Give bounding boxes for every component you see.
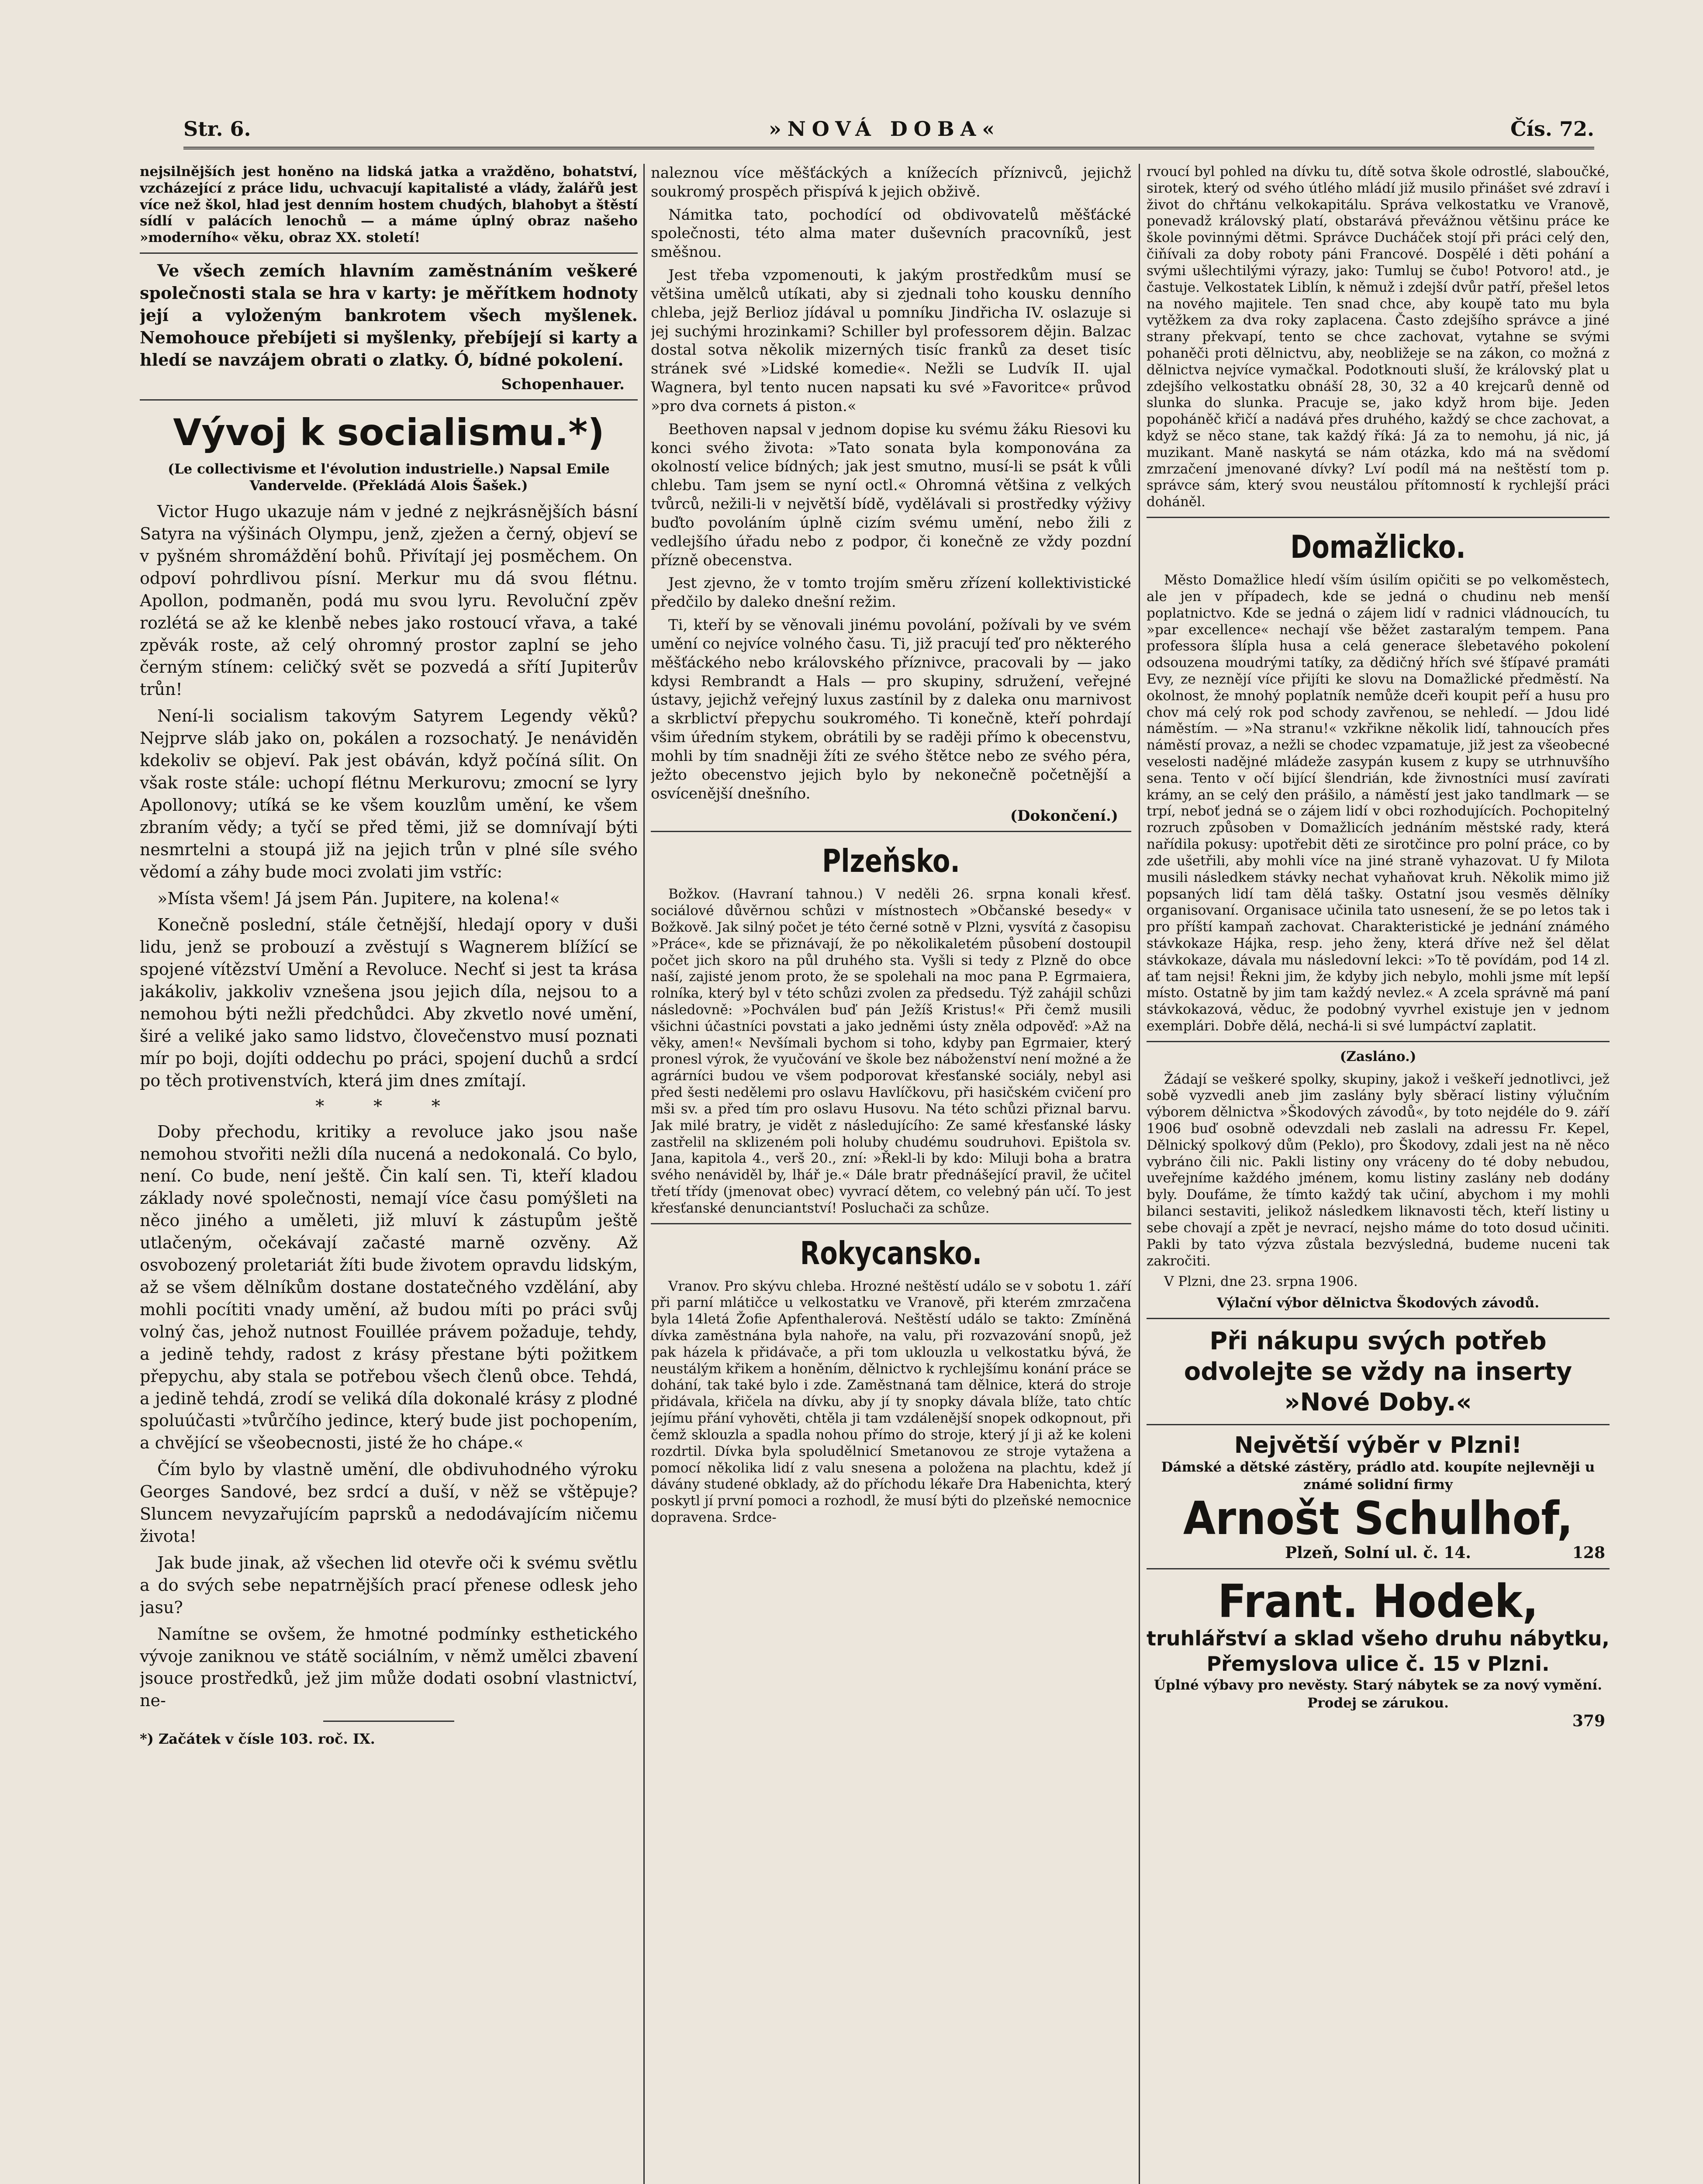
article-credit: (Le collectivisme et l'évolution industrielle.) Napsal Emile Vandervelde. (Překládá Alois Šašek.) <box>168 461 610 494</box>
advert-schulhof <box>1147 1432 1610 1562</box>
article-paragraph: Konečně poslední, stále četnější, hledají opory v duši lidu, jenž se probouzí a zvěstují s Wagnerem blížící se spojené vítězství Umění a Revoluce. Nechť si jest ta krása jakákoliv, jakkoliv vznešena jsou jejich díla, nejsou to a nemohou býti nežli předchůdci. Aby zkvetlo nové umění, širé a veliké jako samo lidstvo, človečenstvo musí poznati mír po boji, dojíti oddechu po práci, spojení duchů a srdcí po těch protivenstvích, která jim dnes zmítají. <box>140 915 638 1090</box>
newspaper-title: »NOVÁ DOBA« <box>769 117 1001 141</box>
advert-headline: Při nákupu svých potřeb odvolejte se vždy na inserty »Nové Doby.« <box>1184 1327 1572 1417</box>
section-rule <box>1147 1424 1610 1425</box>
article-paragraph: Čím bylo by vlastně umění, dle obdivuhodného výroku Georges Sandové, bez srdcí a duší, v něž se vštěpuje? Sluncem nevyzařujícím paprsků a nedodávajícím ničemu života! <box>140 1460 638 1546</box>
article-paragraph: Namítne se ovšem, že hmotné podmínky esthetického vývoje zaniknou ve státě sociálním, v němž umělci zbavení jsouce prostředků, jež jim může dodati osobní vlastnictví, ne- <box>140 1624 638 1711</box>
notice-date: V Plzni, dne 23. srpna 1906. <box>1164 1274 1358 1290</box>
advert-firm-name: Frant. Hodek, <box>1218 1574 1538 1628</box>
section-rule <box>1147 1318 1610 1319</box>
advert-firm-name: Arnošt Schulhof, <box>1183 1492 1573 1545</box>
advert-number: 128 <box>1572 1543 1605 1562</box>
news-text: rvoucí byl pohled na dívku tu, dítě sotva škole odrostlé, slaboučké, sirotek, který od svého útlého mládí již musilo přinášet své zdraví i život do chřtánu velkokapitálu. Správa velkostatku ve Vranově, ponevadž královský platí, obstarává převážnou většinu práce ke škole povinnými dětmi. Správce Ducháček stojí při práci celý den, čiňívali za doby roboty páni Francové. Dospělé i děti pohání a svými ušlechtilými výrazy, jako: Tumluj se čubo! Potvoro! atd., je častuje. Velkostatek Liblín, k němuž i zdejší dvůr patří, přešel letos na nového majitele. Ten snad chce, aby koupě tato mu byla vytěžkem za dva roky zaplacena. Často zdejšího správce a jiné strany překvapí, tento se chce zachovat, vytahne se svými pohaněči proti dělnictvu, aby, neobližeje se na zákon, co možná z dělnictva nejvíce vymačkal. Podotknouti sluší, že královský plat u zdejšího velkostatku obnáší 28, 30, 32 a 40 krejcarů denně od slunka do slunka. Pracuje se, jako když hrom bije. Jeden popoháněč křičí a nadává přes druhého, každý se chce zachovat, a když se něco stane, tak každý říká: Já za to nemohu, já nic, já muzikant. Maně naskytá se nám otázka, kdo má na svědomí zmrzačení jmenované dívky? Lví podíl má na neštěstí tom p. správce sám, který svou neustálou přítomností k rychlejší práci doháněl. <box>1147 164 1610 510</box>
footnote: *) Začátek v čísle 103. roč. IX. <box>140 1731 375 1748</box>
article-paragraph: »Místa všem! Já jsem Pán. Jupitere, na kolena!« <box>157 888 560 908</box>
news-text: Město Domažlice hledí vším úsilím opičiti se po velkoměstech, ale jen v případech, kde se jedná o chudinu neb menší poplatnictvo. Kde se jedná o zájem lidí v radnici vládnoucích, tu »par excellence« nechají vše běžet zastaralým tempem. Pana professora šlípla husa a celá generace šlebetavého pokolení odsouzena moudrými tatíky, za dědičný hřích své šťípavé pramáti Evy, ze neznějí více přijíti ke slovu na Domažlické předměstí. Na okolnost, že mnohý poplatník nemůže dceři koupit peří a husu pro chov má celý rok pod schody zavřenou, se nehledí. — Jdou lidé náměstím. — »Na stranu!« vzkřikne několik lidí, tahnoucích přes náměstí provaz, a nežli se chodec vzpamatuje, již jest za všeobecné veselosti nadějné mládeže zasypán kusem z kupy se utrhnuvšího sena. Tento v očí bijící šlendrián, kde živnostníci musí zavírati krámy, an se celý den prášilo, a náměstí jest jako tandlmark — se trpí, neboť jedná se o zájem lidí v obci rozhodujících. Pochopitelný rozruch způsoben v Domažlicích jednáním městské rady, která nařídila pokusy: upotřebit děti ze sirotčince pro polní práce, co by zde ušetřili, aby mohli více na jiné straně vyhazovat. U fy Milota musili následkem stávky nechat vyhaňovat kruh. Několik mimo již popsaných lidí tam dělá tašky. Ostatní jsou vesměs dělníky organisovaní. Organisace učinila tato usnesení, že se po letos tak i pro příští kampaň zachovat. Charakteristické je jednání známého stávkokaze Hájka, resp. jeho ženy, která dříve než šel dělat stávkokaze, dávala mu následovní lekci: »To tě povídám, pod 14 zl. ať tam nejsi! Řekni jim, že kdyby jich nebylo, mohli jsme mít lepší místo. Ostatně by jim tam každý nevlez.« A zcela správně má paní stávkokazová, věduc, že podobný vyvrhel existuje jen v jednom exemplári. Dobře dělá, nechá-li si své lumpáctví zaplatit. <box>1147 572 1610 1034</box>
section-title-rokycansko: Rokycansko. <box>800 1234 982 1272</box>
article-paragraph: Jest zjevno, že v tomto trojím směru zřízení kollektivistické předčilo by daleko dnešní režim. <box>651 574 1131 611</box>
continued-note: (Dokončení.) <box>1010 807 1118 825</box>
article-title: Vývoj k socialismu.*) <box>173 411 605 454</box>
quote-text: Ve všech zemích hlavním zaměstnáním veškeré společnosti stala se hra v karty: je měřítkem hodnoty její a vyloženým bankrotem všech myšlenek. Nemohouce přebíjeti si myšlenky, přebíjejí si karty a hledí se navzájem obrati o zlatky. Ó, bídné pokolení. <box>140 261 638 370</box>
article-paragraph: Námitka tato, pochodící od obdivovatelů měšťácké společnosti, této alma mater duševních pracovníků, jest směšnou. <box>651 206 1131 261</box>
advert-nova-doba <box>1147 1326 1610 1418</box>
notice-signature: Výlační výbor dělnictva Škodových závodů. <box>1216 1295 1540 1311</box>
section-rule <box>1147 517 1610 518</box>
notice-text: Žádají se veškeré spolky, skupiny, jakož i veškeří jednotlivci, jež sobě vyzvedli aneb jim zaslány byly sběrací listiny výlučním výborem dělnictva »Škodových závodů«, by toto nejdéle do 9. září 1906 buď osobně odevzdali neb zaslali na adressu Fr. Kepel, Dělnický spolkový dům (Peklo), pro Škodovy, zdali jest na ně něco vybráno čili nic. Pakli listiny ony vráceny do té doby nebudou, uveřejníme každého jménem, komu listiny zaslány neb dodány byly. Doufáme, že tímto každý tak učiní, abychom i my mohli bilanci sestaviti, jelikož následkem liknavosti těch, kteří listiny u sebe chovají a zpět je nevrací, nejsho máme do toto dosud učiniti. Pakli by tato výzva zůstala bezvýsledná, budeme nuceni tak zakročiti. <box>1147 1071 1610 1269</box>
article-paragraph: naleznou více měšťáckých a knížecích příznivců, jejichž soukromý prospěch přispívá k jejich obživě. <box>651 164 1131 200</box>
section-rule <box>140 252 638 254</box>
advert-address <box>1147 1544 1610 1562</box>
article-paragraph: Jak bude jinak, až všechen lid otevře oči k svému světlu a do svých sebe nepatrnějších prací přenese odlesk jeho jasu? <box>140 1553 638 1617</box>
section-rule <box>140 399 638 401</box>
advert-hodek <box>1147 1574 1610 1730</box>
article-paragraph: Doby přechodu, kritiky a revoluce jako jsou naše nemohou stvořiti nežli díla nucená a nedokonalá. Co bylo, není. Co bude, není ještě. Čin kalí sen. Ti, kteří kladou základy nové společnosti, nemají více času pomýšleti na něco jiného a uměleti, již mluví k zástupům ještě utlačeným, očekávají začasté marně ozvěny. Až osvobozený proletariát žíti bude životem opravdu lidským, až se všem dělníkům dostane dostatečného vzdělání, aby mohli pocítiti vnady umění, až budou míti po práci svůj volný čas, jehož nutnost Fouillée právem požaduje, tehdy, a jedině tehdy, radost z krásy přestane býti požitkem přepychu, aby stala se potřebou všech členů obce. Tehdá, a jedině tehdá, zrodí se veliká díla dokonalé krásy z plodné spoluúčasti »tvůrčího jedince, který bude jist pochopením, a chvějící se všeobecnosti, jisté že ho chápe.« <box>140 1122 638 1453</box>
issue-number: Čís. 72. <box>1510 117 1594 141</box>
advert-address-text: Plzeň, Solní ul. č. 14. <box>1285 1543 1471 1562</box>
column-divider <box>643 164 645 2184</box>
column-right <box>1147 164 1610 2184</box>
article-paragraph: Ti, kteří by se věnovali jinému povolání, požívali by ve svém umění co nejvíce volného času. Ti, již pracují teď pro některého měšťáckého nebo královského příznivce, pracovali by — jako kdysi Rembrandt a Hals — pro skupiny, sdružení, veřejné ústavy, jejichž veřejný luxus zastínil by z daleka onu marnivost a skrblictví přepychu soukromého. Ti konečně, kteří pohrdají všim úředním stykem, obrátili by se raději přímo k obecenstvu, mohli by tím snadněji žíti ze svého štětce nebo ze svého péra, ježto obecenstvo jejich bylo by nekonečně početnější a osvícenější dnešního. <box>651 616 1131 802</box>
column-left <box>140 164 638 2184</box>
advert-note: Úplné výbavy pro nevěsty. Starý nábytek se za nový vymění. Prodej se zárukou. <box>1154 1677 1603 1711</box>
advert-text: truhlářství a sklad všeho druhu nábytku, Přemyslova ulice č. 15 v Plzni. <box>1147 1627 1610 1676</box>
article-paragraph: Jest třeba vzpomenouti, k jakým prostředkům musí se většina umělců utíkati, aby si zjednali toho kousku denního chleba, jejž Berlioz jídával u pomníku Jindřicha IV. oslazuje si jej suchými hrozinkami? Schiller byl professorem dějin. Balzac dostal sotva několik mizerných tisíc franků za deset tisíc stránek své »Lidské komedie«. Nežli se Ludvík II. ujal Wagnera, byl tento nucen napsati ku své »Favoritce« průvod »pro dva cornets á piston.« <box>651 266 1131 415</box>
advert-number: 379 <box>1572 1711 1605 1730</box>
section-rule <box>1147 1041 1610 1042</box>
section-rule <box>1147 1568 1610 1569</box>
section-rule <box>651 1223 1131 1224</box>
quote-author: Schopenhauer. <box>501 375 625 393</box>
footnote-rule <box>323 1721 454 1722</box>
section-stars: * * * <box>315 1096 462 1116</box>
article-paragraph: Victor Hugo ukazuje nám v jedné z nejkrásnějších básní Satyra na výšinách Olympu, jenž, zježen a černý, objeví se v pyšném shromáždění bohů. Přivítají jej posměchem. On odpoví pohrdlivou písní. Merkur mu dá svou flétnu. Apollon, podmaněn, podá mu svou lyru. Revoluční zpěv rozlétá se až ke klenbě nebes jako rostoucí vřava, a také zpěvák roste, až celý ohromný prostor zaplní se jeho černým stínem: celičký svět se pozvedá a sřítí Jupiterův trůn! <box>140 502 638 699</box>
article-paragraph: Beethoven napsal v jednom dopise ku svému žáku Riesovi ku konci svého života: »Tato sonata byla komponována za okolností velice bídných; jak jest smutno, musí-li se psát k vůli chlebu. Tam jsem se nyní octl.« Ohromná většina z velkých tvůrců, nežili-li v největší bídě, vydělávali si prostředky výživy buďto povoláním úplně cizím svému umění, nebo žili z vedlejšího úřadu nebo z podpor, či konečně ze vždy pozdní přízně obecenstva. <box>651 420 1131 569</box>
intro-text: nejsilnějších jest honěno na lidská jatka a vražděno, bohatství, vzcházející z práce lidu, uchvacují kapitalisté a vlády, žalářů jest více než škol, hlad jest denním hostem chudých, blahobyt a štěstí sídlí v palácích lenochů — a máme úplný obraz našeho »moderního« věku, obraz XX. století! <box>140 164 638 246</box>
section-rule <box>651 831 1131 832</box>
news-text: Božkov. (Havraní tahnou.) V neděli 26. srpna konali křesť. sociálové důvěrnou schůzi v místnostech »Občanské besedy« v Božkově. Jak silný počet je této černé sotně v Plzni, vysvítá z časopisu »Práce«, kde se přiznávají, že po několikaletém působení dostoupil počet jich skoro na půl druhého sta. Vyšli si tedy z Plzně do obce naší, zajisté jenom proto, že se spolehali na moc pana P. Egrmaiera, rolníka, který byl v této schůzi zvolen za předsedu. Týž zahájil schůzi následovně: »Pochválen buď pán Ježíš Kristus!« Při čemž musili všichni účastníci povstati a jako jedněmi ústy zněla odpověď: »Až na věky, amen!« Nevšímali bychom si toho, kdyby pan Egrmaier, který pronesl výrok, že vyučování ve škole bez náboženství není možné a že agrárníci budou ve všem podporovat křesťanské sociály, nebyl asi před šesti nedělemi pro oslavu Havlíčkovu, při hasičském cvičení pro mši sv. a před tím pro oslavu Husovu. Na této schůzi přiznal barvu. Jak milé bratry, je vidět z následujícího: Ze samé křesťanské lásky zastřelil na sklizeném poli holuby chudému soudruhovi. Epištola sv. Jana, kapitola 4., verš 20., zní: »Řekl-li by kdo: Miluji boha a bratra svého nenáviděl by, lhář je.« Dále bratr přednášející pravil, že učitel třetí třídy (jmenovat obec) vyvrací dětem, co velebný pán učí. To jest křesťanské denunciantství! Posluchači za schůze. <box>651 886 1131 1216</box>
advert-text: Dámské a dětské zástěry, prádlo atd. koupíte nejlevněji u známé solidní firmy <box>1161 1459 1595 1493</box>
column-divider <box>1139 164 1140 2184</box>
page-number: Str. 6. <box>183 117 251 141</box>
zaslano-title: (Zasláno.) <box>1340 1048 1416 1064</box>
news-text: Vranov. Pro skývu chleba. Hrozné neštěstí událo se v sobotu 1. září při parní mlátičce u velkostatku ve Vranově, při kterém zmrzačena byla 14letá Žofie Apfenthalerová. Neštěstí událo se takto: Zmíněná dívka zaměstnána byla nahoře, na valu, při rozvazování snopů, jež pak házela k přidávače, a při tom uklouzla u velkostatku bývá, že neustálým křikem a honěním, dělnictvo k rychlejšímu konání práce se dohání, tak také bylo i zde. Zaměstnaná tam dělnice, která do stroje přidávala, křičela na dívku, aby jí ty snopky dávala blíže, tato chtíc jejímu přání vyhověti, chtěla ji tam vzdálenější snopek odkopnout, při čemž sklouzla a spadla nohou přímo do stroje, který jí ji až ke koleni rozdrtil. Dívka byla spoludělnicí Smetanovou ze stroje vytažena a pomocí několika lidí z valu snesena a položena na plachtu, kdež jí dávány studené obklady, až do příchodu lékaře Dra Habenichta, který poskytl jí první pomoci a rozhodl, že musí býti do plzeňské nemocnice dopravena. Srdce- <box>651 1278 1131 1525</box>
article-paragraph: Není-li socialism takovým Satyrem Legendy věků? Nejprve sláb jako on, pokálen a rozsochatý. Je nenáviděn kdekoliv se objeví. Pak jest obáván, když počíná sílit. On však roste stále: uchopí flétnu Merkurovu; zmocní se lyry Apollonovy; utíká se ke všem kouzlům umění, ke všem zbraním vědy; a tyčí se před těmi, již se domnívají býti nesmrtelni a stoupá již na jejich trůn v plné síle svého vědomí a záhy bude moci zvolati jim vstříc: <box>140 706 638 881</box>
advert-headline: Největší výběr v Plzni! <box>1234 1432 1522 1458</box>
column-middle <box>651 164 1131 2184</box>
page-header <box>183 117 1594 148</box>
header-rule <box>183 147 1594 149</box>
section-title-plzensko: Plzeňsko. <box>822 843 960 880</box>
section-title-domazlicko: Domažlicko. <box>1290 529 1466 566</box>
